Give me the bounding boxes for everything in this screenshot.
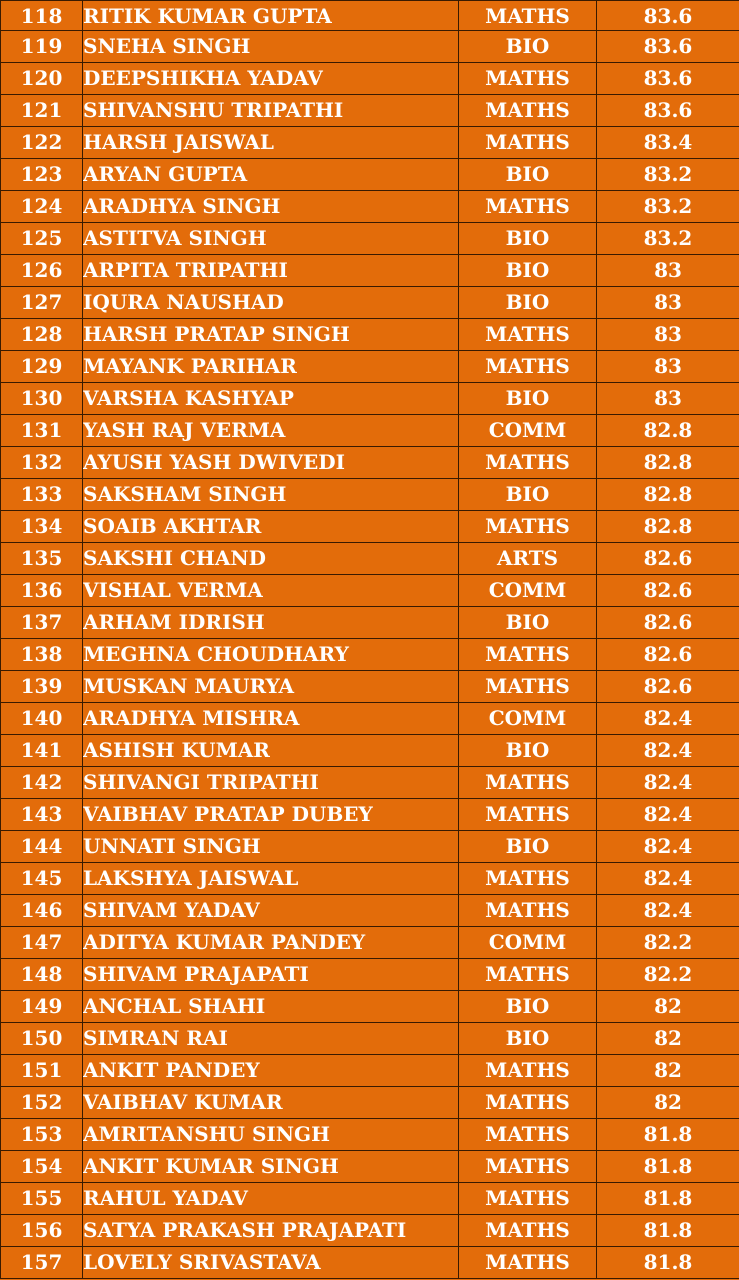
stream-cell: COMM — [459, 575, 597, 607]
table-row — [1, 383, 739, 415]
student-name-cell: ASHISH KUMAR — [83, 735, 459, 767]
stream-cell: MATHS — [459, 351, 597, 383]
table-row — [1, 639, 739, 671]
student-name-cell: YASH RAJ VERMA — [83, 415, 459, 447]
rank-cell: 156 — [1, 1215, 83, 1247]
stream-cell: BIO — [459, 31, 597, 63]
table-row — [1, 1151, 739, 1183]
table-row — [1, 927, 739, 959]
rank-cell: 120 — [1, 63, 83, 95]
stream-cell: COMM — [459, 703, 597, 735]
stream-cell: MATHS — [459, 1215, 597, 1247]
stream-cell: BIO — [459, 255, 597, 287]
stream-cell: MATHS — [459, 1055, 597, 1087]
student-name-cell: VAIBHAV PRATAP DUBEY — [83, 799, 459, 831]
stream-cell: BIO — [459, 831, 597, 863]
score-cell: 82 — [597, 1087, 739, 1119]
rank-cell: 124 — [1, 191, 83, 223]
score-cell: 83.4 — [597, 127, 739, 159]
student-name-cell: LOVELY SRIVASTAVA — [83, 1247, 459, 1279]
table-row — [1, 319, 739, 351]
table-row — [1, 959, 739, 991]
stream-cell: BIO — [459, 159, 597, 191]
student-name-cell: ARADHYA MISHRA — [83, 703, 459, 735]
score-cell: 82.4 — [597, 831, 739, 863]
stream-cell: MATHS — [459, 767, 597, 799]
student-name-cell: AMRITANSHU SINGH — [83, 1119, 459, 1151]
table-row — [1, 63, 739, 95]
student-name-cell: ARHAM IDRISH — [83, 607, 459, 639]
score-cell: 82.6 — [597, 671, 739, 703]
stream-cell: BIO — [459, 735, 597, 767]
rank-cell: 121 — [1, 95, 83, 127]
table-row — [1, 287, 739, 319]
student-name-cell: AYUSH YASH DWIVEDI — [83, 447, 459, 479]
rank-cell: 138 — [1, 639, 83, 671]
rank-cell: 125 — [1, 223, 83, 255]
rank-cell: 144 — [1, 831, 83, 863]
student-name-cell: MAYANK PARIHAR — [83, 351, 459, 383]
stream-cell: MATHS — [459, 959, 597, 991]
table-row — [1, 479, 739, 511]
stream-cell: COMM — [459, 415, 597, 447]
student-name-cell: SAKSHAM SINGH — [83, 479, 459, 511]
table-row — [1, 1087, 739, 1119]
score-cell: 82.2 — [597, 959, 739, 991]
student-name-cell: RITIK KUMAR GUPTA — [83, 1, 459, 31]
student-name-cell: HARSH PRATAP SINGH — [83, 319, 459, 351]
score-cell: 81.8 — [597, 1247, 739, 1279]
table-row — [1, 1055, 739, 1087]
student-name-cell: ANKIT PANDEY — [83, 1055, 459, 1087]
results-table-body — [1, 1, 739, 1279]
score-cell: 83.2 — [597, 159, 739, 191]
score-cell: 83.2 — [597, 223, 739, 255]
score-cell: 82.2 — [597, 927, 739, 959]
rank-cell: 135 — [1, 543, 83, 575]
table-row — [1, 607, 739, 639]
table-row — [1, 95, 739, 127]
table-row — [1, 1183, 739, 1215]
score-cell: 83 — [597, 319, 739, 351]
student-name-cell: ADITYA KUMAR PANDEY — [83, 927, 459, 959]
table-row — [1, 991, 739, 1023]
score-cell: 82.4 — [597, 703, 739, 735]
score-cell: 83 — [597, 287, 739, 319]
rank-cell: 134 — [1, 511, 83, 543]
student-name-cell: MUSKAN MAURYA — [83, 671, 459, 703]
table-row — [1, 1247, 739, 1279]
student-name-cell: SNEHA SINGH — [83, 31, 459, 63]
stream-cell: MATHS — [459, 671, 597, 703]
stream-cell: MATHS — [459, 799, 597, 831]
student-name-cell: LAKSHYA JAISWAL — [83, 863, 459, 895]
score-cell: 82.4 — [597, 735, 739, 767]
rank-cell: 153 — [1, 1119, 83, 1151]
table-row — [1, 831, 739, 863]
rank-cell: 129 — [1, 351, 83, 383]
student-name-cell: ARADHYA SINGH — [83, 191, 459, 223]
stream-cell: MATHS — [459, 127, 597, 159]
rank-cell: 140 — [1, 703, 83, 735]
rank-cell: 123 — [1, 159, 83, 191]
student-name-cell: VAIBHAV KUMAR — [83, 1087, 459, 1119]
rank-cell: 146 — [1, 895, 83, 927]
score-cell: 83.6 — [597, 95, 739, 127]
stream-cell: MATHS — [459, 1, 597, 31]
score-cell: 83.6 — [597, 63, 739, 95]
student-name-cell: VISHAL VERMA — [83, 575, 459, 607]
rank-cell: 136 — [1, 575, 83, 607]
student-name-cell: SHIVAM YADAV — [83, 895, 459, 927]
rank-cell: 137 — [1, 607, 83, 639]
score-cell: 82.4 — [597, 767, 739, 799]
table-row — [1, 223, 739, 255]
score-cell: 83 — [597, 255, 739, 287]
table-row — [1, 415, 739, 447]
stream-cell: MATHS — [459, 1119, 597, 1151]
score-cell: 81.8 — [597, 1183, 739, 1215]
student-name-cell: ARYAN GUPTA — [83, 159, 459, 191]
table-row — [1, 511, 739, 543]
stream-cell: COMM — [459, 927, 597, 959]
score-cell: 82.8 — [597, 511, 739, 543]
table-row — [1, 735, 739, 767]
table-row — [1, 1119, 739, 1151]
table-row — [1, 191, 739, 223]
student-name-cell: RAHUL YADAV — [83, 1183, 459, 1215]
score-cell: 83 — [597, 351, 739, 383]
stream-cell: BIO — [459, 479, 597, 511]
score-cell: 82.8 — [597, 479, 739, 511]
student-name-cell: SOAIB AKHTAR — [83, 511, 459, 543]
stream-cell: BIO — [459, 223, 597, 255]
score-cell: 82 — [597, 991, 739, 1023]
rank-cell: 152 — [1, 1087, 83, 1119]
table-row — [1, 1, 739, 31]
stream-cell: MATHS — [459, 447, 597, 479]
student-name-cell: ANKIT KUMAR SINGH — [83, 1151, 459, 1183]
table-row — [1, 863, 739, 895]
score-cell: 82.4 — [597, 863, 739, 895]
stream-cell: BIO — [459, 991, 597, 1023]
rank-cell: 133 — [1, 479, 83, 511]
table-row — [1, 351, 739, 383]
rank-cell: 157 — [1, 1247, 83, 1279]
score-cell: 82.8 — [597, 415, 739, 447]
rank-cell: 130 — [1, 383, 83, 415]
rank-cell: 155 — [1, 1183, 83, 1215]
rank-cell: 143 — [1, 799, 83, 831]
stream-cell: MATHS — [459, 1247, 597, 1279]
student-name-cell: SHIVANGI TRIPATHI — [83, 767, 459, 799]
score-cell: 82.4 — [597, 799, 739, 831]
score-cell: 82 — [597, 1023, 739, 1055]
table-row — [1, 127, 739, 159]
student-name-cell: SAKSHI CHAND — [83, 543, 459, 575]
stream-cell: ARTS — [459, 543, 597, 575]
stream-cell: MATHS — [459, 895, 597, 927]
rank-cell: 131 — [1, 415, 83, 447]
score-cell: 81.8 — [597, 1215, 739, 1247]
stream-cell: MATHS — [459, 639, 597, 671]
rank-cell: 119 — [1, 31, 83, 63]
student-name-cell: SHIVANSHU TRIPATHI — [83, 95, 459, 127]
table-row — [1, 767, 739, 799]
stream-cell: MATHS — [459, 63, 597, 95]
stream-cell: BIO — [459, 287, 597, 319]
table-row — [1, 895, 739, 927]
table-row — [1, 1023, 739, 1055]
table-row — [1, 575, 739, 607]
stream-cell: MATHS — [459, 1151, 597, 1183]
score-cell: 82.6 — [597, 575, 739, 607]
rank-cell: 118 — [1, 1, 83, 31]
student-name-cell: ASTITVA SINGH — [83, 223, 459, 255]
rank-cell: 150 — [1, 1023, 83, 1055]
score-cell: 83.6 — [597, 31, 739, 63]
student-name-cell: SHIVAM PRAJAPATI — [83, 959, 459, 991]
rank-cell: 147 — [1, 927, 83, 959]
student-name-cell: ANCHAL SHAHI — [83, 991, 459, 1023]
stream-cell: MATHS — [459, 319, 597, 351]
rank-cell: 122 — [1, 127, 83, 159]
student-name-cell: DEEPSHIKHA YADAV — [83, 63, 459, 95]
rank-cell: 154 — [1, 1151, 83, 1183]
rank-cell: 151 — [1, 1055, 83, 1087]
table-row — [1, 799, 739, 831]
stream-cell: MATHS — [459, 1183, 597, 1215]
rank-cell: 145 — [1, 863, 83, 895]
student-name-cell: SATYA PRAKASH PRAJAPATI — [83, 1215, 459, 1247]
student-name-cell: UNNATI SINGH — [83, 831, 459, 863]
score-cell: 81.8 — [597, 1151, 739, 1183]
score-cell: 83.6 — [597, 1, 739, 31]
table-row — [1, 255, 739, 287]
stream-cell: MATHS — [459, 191, 597, 223]
student-name-cell: ARPITA TRIPATHI — [83, 255, 459, 287]
table-row — [1, 159, 739, 191]
table-row — [1, 1215, 739, 1247]
score-cell: 82.6 — [597, 543, 739, 575]
rank-cell: 132 — [1, 447, 83, 479]
score-cell: 83 — [597, 383, 739, 415]
rank-cell: 141 — [1, 735, 83, 767]
score-cell: 82.6 — [597, 607, 739, 639]
rank-cell: 139 — [1, 671, 83, 703]
student-name-cell: IQURA NAUSHAD — [83, 287, 459, 319]
table-row — [1, 31, 739, 63]
rank-cell: 148 — [1, 959, 83, 991]
stream-cell: MATHS — [459, 1087, 597, 1119]
stream-cell: BIO — [459, 607, 597, 639]
student-name-cell: HARSH JAISWAL — [83, 127, 459, 159]
stream-cell: MATHS — [459, 511, 597, 543]
student-name-cell: VARSHA KASHYAP — [83, 383, 459, 415]
score-cell: 82.4 — [597, 895, 739, 927]
rank-cell: 149 — [1, 991, 83, 1023]
score-cell: 82.6 — [597, 639, 739, 671]
student-name-cell: MEGHNA CHOUDHARY — [83, 639, 459, 671]
stream-cell: MATHS — [459, 863, 597, 895]
table-row — [1, 703, 739, 735]
rank-cell: 126 — [1, 255, 83, 287]
rank-cell: 127 — [1, 287, 83, 319]
table-row — [1, 671, 739, 703]
rank-cell: 142 — [1, 767, 83, 799]
student-name-cell: SIMRAN RAI — [83, 1023, 459, 1055]
score-cell: 82 — [597, 1055, 739, 1087]
stream-cell: BIO — [459, 1023, 597, 1055]
score-cell: 83.2 — [597, 191, 739, 223]
score-cell: 81.8 — [597, 1119, 739, 1151]
rank-cell: 128 — [1, 319, 83, 351]
table-row — [1, 543, 739, 575]
stream-cell: MATHS — [459, 95, 597, 127]
score-cell: 82.8 — [597, 447, 739, 479]
stream-cell: BIO — [459, 383, 597, 415]
table-row — [1, 447, 739, 479]
